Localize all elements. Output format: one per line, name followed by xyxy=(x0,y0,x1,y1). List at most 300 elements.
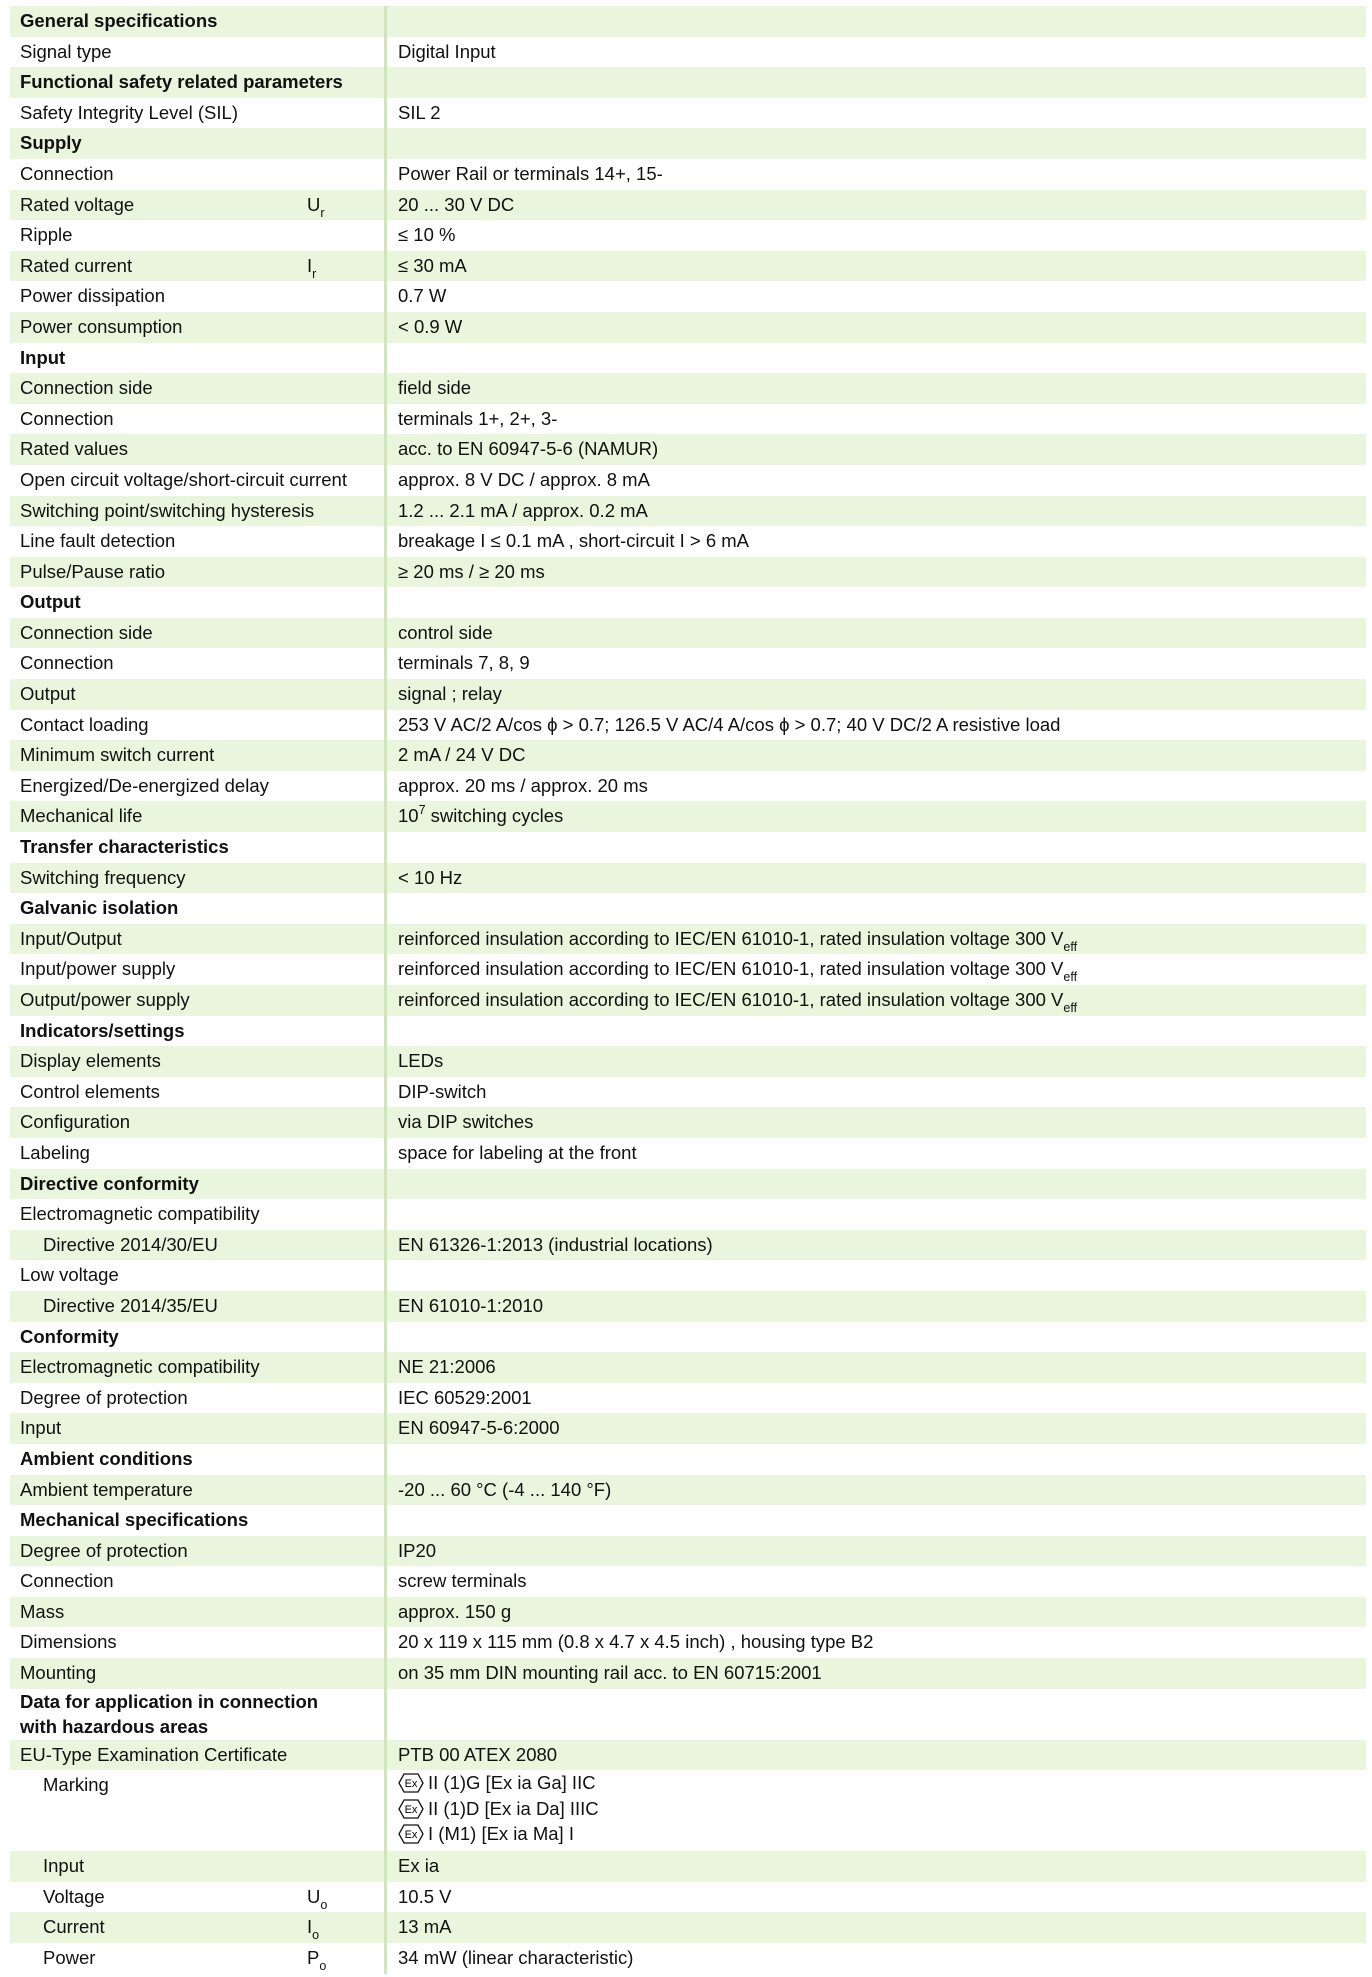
column-divider xyxy=(384,1169,387,1200)
param-label: Power consumption xyxy=(20,315,183,337)
param-value xyxy=(398,1138,637,1169)
symbol-subscript: o xyxy=(319,1959,327,1974)
value-text: ≤ 30 mA xyxy=(398,254,467,276)
param-label: Mounting xyxy=(20,1662,97,1684)
value-text: ≥ 20 ms / ≥ 20 ms xyxy=(398,560,545,582)
value-text: approx. 150 g xyxy=(398,1600,512,1622)
param-label: Dimensions xyxy=(20,1631,117,1653)
column-divider xyxy=(384,1658,387,1689)
spec-row xyxy=(10,37,1366,68)
symbol-letter: P xyxy=(307,1947,320,1969)
column-divider xyxy=(384,251,387,282)
param-value xyxy=(398,1912,451,1943)
column-divider xyxy=(384,1322,387,1353)
spec-row xyxy=(10,1138,1366,1169)
spec-row xyxy=(10,373,1366,404)
param-value xyxy=(398,1566,527,1597)
column-divider xyxy=(384,832,387,863)
symbol-letter: U xyxy=(307,193,321,215)
value-text: DIP-switch xyxy=(398,1080,487,1102)
value-text: PTB 00 ATEX 2080 xyxy=(398,1743,558,1765)
param-value xyxy=(398,1475,611,1506)
param-label: Input xyxy=(20,1417,62,1439)
section-title: Galvanic isolation xyxy=(20,897,179,919)
param-value xyxy=(398,679,502,710)
spec-row xyxy=(10,679,1366,710)
param-value xyxy=(398,1107,533,1138)
column-divider xyxy=(384,98,387,129)
ex-hexagon-icon xyxy=(398,1824,424,1844)
column-divider xyxy=(384,404,387,435)
param-value xyxy=(398,954,1077,987)
param-label: Ripple xyxy=(20,224,73,246)
param-value xyxy=(398,1597,511,1628)
param-label: Output/power supply xyxy=(20,989,190,1010)
column-divider xyxy=(384,1383,387,1414)
value-text: 0.7 W xyxy=(398,285,447,307)
marking-text: I (M1) [Ex ia Ma] I xyxy=(428,1823,574,1845)
value-text: reinforced insulation according to IEC/EN 61010-1, rated insulation voltage 300 V xyxy=(398,958,1064,980)
symbol-letter: U xyxy=(307,1885,321,1907)
column-divider xyxy=(384,1260,387,1291)
param-symbol xyxy=(307,251,316,284)
spec-row xyxy=(10,924,1366,955)
param-value xyxy=(398,404,557,435)
column-divider xyxy=(384,465,387,496)
value-text: EN 61326-1:2013 (industrial locations) xyxy=(398,1233,713,1255)
section-row xyxy=(10,67,1366,98)
column-divider xyxy=(384,159,387,190)
value-text: 10.5 V xyxy=(398,1885,452,1907)
value-text: approx. 8 V DC / approx. 8 mA xyxy=(398,468,650,490)
param-value xyxy=(398,1882,452,1913)
value-text: Ex ia xyxy=(398,1855,440,1877)
column-divider xyxy=(384,771,387,802)
spec-row xyxy=(10,1882,1366,1913)
param-value xyxy=(398,740,526,771)
section-title: Input xyxy=(20,346,66,368)
ex-hexagon-icon xyxy=(398,1799,424,1819)
column-divider xyxy=(384,954,387,985)
spec-row xyxy=(10,557,1366,588)
spec-row xyxy=(10,1352,1366,1383)
param-value xyxy=(398,1536,436,1567)
value-text: reinforced insulation according to IEC/EN 61010-1, rated insulation voltage 300 V xyxy=(398,927,1064,949)
svg-text:Ex: Ex xyxy=(404,1803,418,1816)
column-divider xyxy=(384,1943,387,1974)
column-divider xyxy=(384,128,387,159)
value-text: signal ; relay xyxy=(398,683,502,705)
spec-row xyxy=(10,863,1366,894)
column-divider xyxy=(384,1475,387,1506)
marking-line xyxy=(398,1821,599,1847)
column-divider xyxy=(384,618,387,649)
spec-row xyxy=(10,801,1366,832)
column-divider xyxy=(384,1536,387,1567)
param-value xyxy=(398,373,471,404)
column-divider xyxy=(384,67,387,98)
param-value xyxy=(398,710,1060,741)
spec-row xyxy=(10,1627,1366,1658)
column-divider xyxy=(384,893,387,924)
spec-row xyxy=(10,1943,1366,1974)
section-title: Output xyxy=(20,591,81,613)
section-title: Indicators/settings xyxy=(20,1019,185,1041)
spec-row xyxy=(10,771,1366,802)
param-label: Configuration xyxy=(20,1111,131,1133)
value-text: 10 xyxy=(398,805,419,827)
param-label: Power dissipation xyxy=(20,285,165,307)
section-title: Ambient conditions xyxy=(20,1447,193,1469)
value-text: reinforced insulation according to IEC/EN 61010-1, rated insulation voltage 300 V xyxy=(398,989,1064,1010)
value-text: 13 mA xyxy=(398,1916,452,1938)
spec-row xyxy=(10,251,1366,282)
param-label: Voltage xyxy=(43,1885,105,1907)
column-divider xyxy=(384,863,387,894)
section-row xyxy=(10,6,1366,37)
spec-row xyxy=(10,404,1366,435)
param-value xyxy=(398,1077,486,1108)
param-label: Signal type xyxy=(20,40,112,62)
value-text: field side xyxy=(398,377,472,399)
column-divider xyxy=(384,1077,387,1108)
column-divider xyxy=(384,679,387,710)
param-value xyxy=(398,190,514,221)
column-divider xyxy=(384,587,387,618)
param-value xyxy=(398,801,563,834)
param-label: Connection side xyxy=(20,621,153,643)
column-divider xyxy=(384,740,387,771)
param-label: Electromagnetic compatibility xyxy=(20,1203,260,1225)
marking-line xyxy=(398,1796,599,1822)
param-label: Line fault detection xyxy=(20,530,176,552)
param-value xyxy=(398,312,462,343)
param-label: Output xyxy=(20,683,76,705)
spec-row xyxy=(10,220,1366,251)
value-subscript: eff xyxy=(1063,939,1078,954)
column-divider xyxy=(384,1627,387,1658)
spec-row xyxy=(10,1199,1366,1230)
section-row xyxy=(10,1169,1366,1200)
column-divider xyxy=(384,1444,387,1475)
value-text: Digital Input xyxy=(398,40,496,62)
spec-row xyxy=(10,1046,1366,1077)
section-row xyxy=(10,1444,1366,1475)
section-row xyxy=(10,1505,1366,1536)
column-divider xyxy=(384,6,387,37)
value-text: breakage I ≤ 0.1 mA , short-circuit I > 6 mA xyxy=(398,530,750,552)
column-divider xyxy=(384,1505,387,1536)
section-row xyxy=(10,1016,1366,1047)
param-label: Labeling xyxy=(20,1141,90,1163)
param-label: Mechanical life xyxy=(20,805,143,827)
param-value xyxy=(398,220,455,251)
param-label: Rated current xyxy=(20,254,133,276)
section-row xyxy=(10,1322,1366,1353)
section-title: Data for application in connection with hazardous areas xyxy=(20,1690,319,1737)
value-text: SIL 2 xyxy=(398,101,441,123)
column-divider xyxy=(384,220,387,251)
param-label: Directive 2014/35/EU xyxy=(43,1294,218,1316)
value-text: IEC 60529:2001 xyxy=(398,1386,532,1408)
spec-row xyxy=(10,1912,1366,1943)
param-value xyxy=(398,863,462,894)
param-value xyxy=(398,1383,532,1414)
value-tail: switching cycles xyxy=(425,805,564,827)
spec-row xyxy=(10,526,1366,557)
column-divider xyxy=(384,1138,387,1169)
svg-text:Ex: Ex xyxy=(404,1778,418,1790)
section-title: Supply xyxy=(20,132,82,154)
value-text: 2 mA / 24 V DC xyxy=(398,744,526,766)
column-divider xyxy=(384,1413,387,1444)
param-value xyxy=(398,465,650,496)
param-label: Power xyxy=(43,1947,96,1969)
value-text: on 35 mm DIN mounting rail acc. to EN 60715:2001 xyxy=(398,1662,822,1684)
param-label: Contact loading xyxy=(20,713,149,735)
ex-hexagon-icon xyxy=(398,1773,424,1793)
spec-row xyxy=(10,1475,1366,1506)
param-label: Connection xyxy=(20,407,114,429)
value-text: -20 ... 60 °C (-4 ... 140 °F) xyxy=(398,1478,612,1500)
spec-row xyxy=(10,1770,1366,1851)
value-text: 20 x 119 x 115 mm (0.8 x 4.7 x 4.5 inch) , housing type B2 xyxy=(398,1631,874,1653)
param-symbol xyxy=(307,1943,326,1976)
spec-row xyxy=(10,1383,1366,1414)
param-label: Degree of protection xyxy=(20,1539,188,1561)
param-label: Rated voltage xyxy=(20,193,135,215)
value-text: via DIP switches xyxy=(398,1111,534,1133)
section-row xyxy=(10,832,1366,863)
section-title: Conformity xyxy=(20,1325,119,1347)
param-value xyxy=(398,771,648,802)
value-text: screw terminals xyxy=(398,1570,527,1592)
value-subscript: eff xyxy=(1063,1001,1078,1015)
param-label: Low voltage xyxy=(20,1264,119,1286)
param-value xyxy=(398,1046,443,1077)
column-divider xyxy=(384,281,387,312)
column-divider xyxy=(384,1352,387,1383)
value-text: 253 V AC/2 A/cos ϕ > 0.7; 126.5 V AC/4 A/cos ϕ > 0.7; 40 V DC/2 A resistive load xyxy=(398,713,1061,735)
param-value xyxy=(398,618,493,649)
spec-row xyxy=(10,740,1366,771)
spec-row xyxy=(10,954,1366,985)
param-label: Connection xyxy=(20,1570,114,1592)
value-text: 34 mW (linear characteristic) xyxy=(398,1947,634,1969)
symbol-letter: I xyxy=(307,1916,313,1938)
param-value xyxy=(398,1658,822,1689)
param-label: Open circuit voltage/short-circuit current xyxy=(20,468,347,490)
column-divider xyxy=(384,37,387,68)
spec-row xyxy=(10,1077,1366,1108)
section-title: Functional safety related parameters xyxy=(20,71,343,93)
marking-text: II (1)D [Ex ia Da] IIIC xyxy=(428,1797,599,1819)
param-value xyxy=(398,496,648,527)
value-text: space for labeling at the front xyxy=(398,1141,637,1163)
param-label: Rated values xyxy=(20,438,128,460)
param-value xyxy=(398,37,496,68)
spec-row xyxy=(10,159,1366,190)
section-row xyxy=(10,128,1366,159)
spec-row xyxy=(10,710,1366,741)
section-title: General specifications xyxy=(20,10,218,31)
column-divider xyxy=(384,434,387,465)
param-label: Degree of protection xyxy=(20,1386,188,1408)
param-value xyxy=(398,557,545,588)
symbol-letter: I xyxy=(307,254,313,276)
param-value xyxy=(398,1230,713,1261)
spec-row xyxy=(10,1740,1366,1771)
param-label: Electromagnetic compatibility xyxy=(20,1356,260,1378)
param-label: Directive 2014/30/EU xyxy=(43,1233,218,1255)
value-text: 20 ... 30 V DC xyxy=(398,193,515,215)
value-text: terminals 7, 8, 9 xyxy=(398,652,530,674)
spec-row xyxy=(10,985,1366,1016)
value-text: terminals 1+, 2+, 3- xyxy=(398,407,558,429)
spec-row xyxy=(10,496,1366,527)
value-text: 1.2 ... 2.1 mA / approx. 0.2 mA xyxy=(398,499,648,521)
column-divider xyxy=(384,1199,387,1230)
spec-row xyxy=(10,98,1366,129)
svg-text:Ex: Ex xyxy=(404,1829,418,1841)
param-value xyxy=(398,648,530,679)
column-divider xyxy=(384,1882,387,1913)
spec-row xyxy=(10,465,1366,496)
param-symbol xyxy=(307,1882,327,1915)
spec-row xyxy=(10,1658,1366,1689)
value-text: control side xyxy=(398,621,493,643)
param-label: Minimum switch current xyxy=(20,744,215,766)
param-value xyxy=(398,1352,496,1383)
param-value xyxy=(398,1851,439,1882)
column-divider xyxy=(384,190,387,221)
section-row xyxy=(10,893,1366,924)
section-title: Transfer characteristics xyxy=(20,836,229,858)
column-divider xyxy=(384,373,387,404)
marking-line xyxy=(398,1770,599,1796)
param-symbol xyxy=(307,1912,319,1945)
param-value xyxy=(398,1413,559,1444)
spec-row xyxy=(10,312,1366,343)
param-value xyxy=(398,434,658,465)
param-label: Energized/De-energized delay xyxy=(20,774,269,796)
param-value xyxy=(398,1291,543,1322)
param-value xyxy=(398,985,1077,1018)
value-text: EN 61010-1:2010 xyxy=(398,1294,544,1316)
specifications-table xyxy=(10,6,1366,1974)
spec-row xyxy=(10,1536,1366,1567)
spec-row xyxy=(10,648,1366,679)
value-text: < 0.9 W xyxy=(398,315,463,337)
column-divider xyxy=(384,1770,387,1851)
param-label: Switching point/switching hysteresis xyxy=(20,499,315,521)
param-label: Pulse/Pause ratio xyxy=(20,560,166,582)
param-label: Connection xyxy=(20,162,114,184)
column-divider xyxy=(384,1912,387,1943)
symbol-subscript: r xyxy=(312,266,317,281)
column-divider xyxy=(384,1230,387,1261)
spec-row xyxy=(10,1566,1366,1597)
value-text: NE 21:2006 xyxy=(398,1356,496,1378)
param-value xyxy=(398,98,441,129)
param-label: Marking xyxy=(43,1774,109,1796)
column-divider xyxy=(384,801,387,832)
spec-row xyxy=(10,190,1366,221)
param-value xyxy=(398,924,1077,957)
spec-row xyxy=(10,1260,1366,1291)
column-divider xyxy=(384,985,387,1016)
section-row xyxy=(10,1689,1366,1740)
symbol-subscript: o xyxy=(320,1897,328,1912)
column-divider xyxy=(384,648,387,679)
column-divider xyxy=(384,924,387,955)
param-value xyxy=(398,1627,873,1658)
param-label: Mass xyxy=(20,1600,65,1622)
value-text: acc. to EN 60947-5-6 (NAMUR) xyxy=(398,438,659,460)
column-divider xyxy=(384,710,387,741)
param-label: Switching frequency xyxy=(20,866,186,888)
column-divider xyxy=(384,1851,387,1882)
value-superscript: 7 xyxy=(418,803,426,818)
value-text: EN 60947-5-6:2000 xyxy=(398,1417,560,1439)
spec-row xyxy=(10,1230,1366,1261)
spec-row xyxy=(10,618,1366,649)
spec-row xyxy=(10,434,1366,465)
param-label: Display elements xyxy=(20,1050,161,1072)
symbol-subscript: o xyxy=(312,1928,320,1943)
param-label: Control elements xyxy=(20,1080,160,1102)
symbol-subscript: r xyxy=(320,205,325,220)
param-value xyxy=(398,1740,557,1771)
column-divider xyxy=(384,557,387,588)
value-subscript: eff xyxy=(1063,970,1078,985)
column-divider xyxy=(384,343,387,374)
value-text: Power Rail or terminals 14+, 15- xyxy=(398,162,663,184)
param-label: Input xyxy=(43,1855,85,1877)
value-text: approx. 20 ms / approx. 20 ms xyxy=(398,774,648,796)
param-value xyxy=(398,159,663,190)
section-title: Mechanical specifications xyxy=(20,1509,249,1531)
value-text: < 10 Hz xyxy=(398,866,463,888)
column-divider xyxy=(384,1566,387,1597)
column-divider xyxy=(384,1107,387,1138)
column-divider xyxy=(384,1291,387,1322)
spec-row xyxy=(10,281,1366,312)
marking-text: II (1)G [Ex ia Ga] IIC xyxy=(428,1772,596,1794)
param-label: Input/power supply xyxy=(20,958,176,980)
param-symbol xyxy=(307,190,325,223)
value-text: LEDs xyxy=(398,1050,444,1072)
param-value xyxy=(398,526,749,557)
section-row xyxy=(10,587,1366,618)
column-divider xyxy=(384,496,387,527)
column-divider xyxy=(384,1046,387,1077)
param-label: Safety Integrity Level (SIL) xyxy=(20,101,238,123)
param-label: Ambient temperature xyxy=(20,1478,193,1500)
section-title: Directive conformity xyxy=(20,1172,199,1194)
param-value xyxy=(398,1943,633,1974)
column-divider xyxy=(384,1016,387,1047)
marking-list xyxy=(398,1770,599,1847)
value-text: IP20 xyxy=(398,1539,437,1561)
column-divider xyxy=(384,1689,387,1740)
param-label: Current xyxy=(43,1916,105,1938)
value-text: ≤ 10 % xyxy=(398,224,456,246)
section-row xyxy=(10,343,1366,374)
param-value xyxy=(398,281,446,312)
spec-row xyxy=(10,1107,1366,1138)
param-label: EU-Type Examination Certificate xyxy=(20,1743,288,1765)
